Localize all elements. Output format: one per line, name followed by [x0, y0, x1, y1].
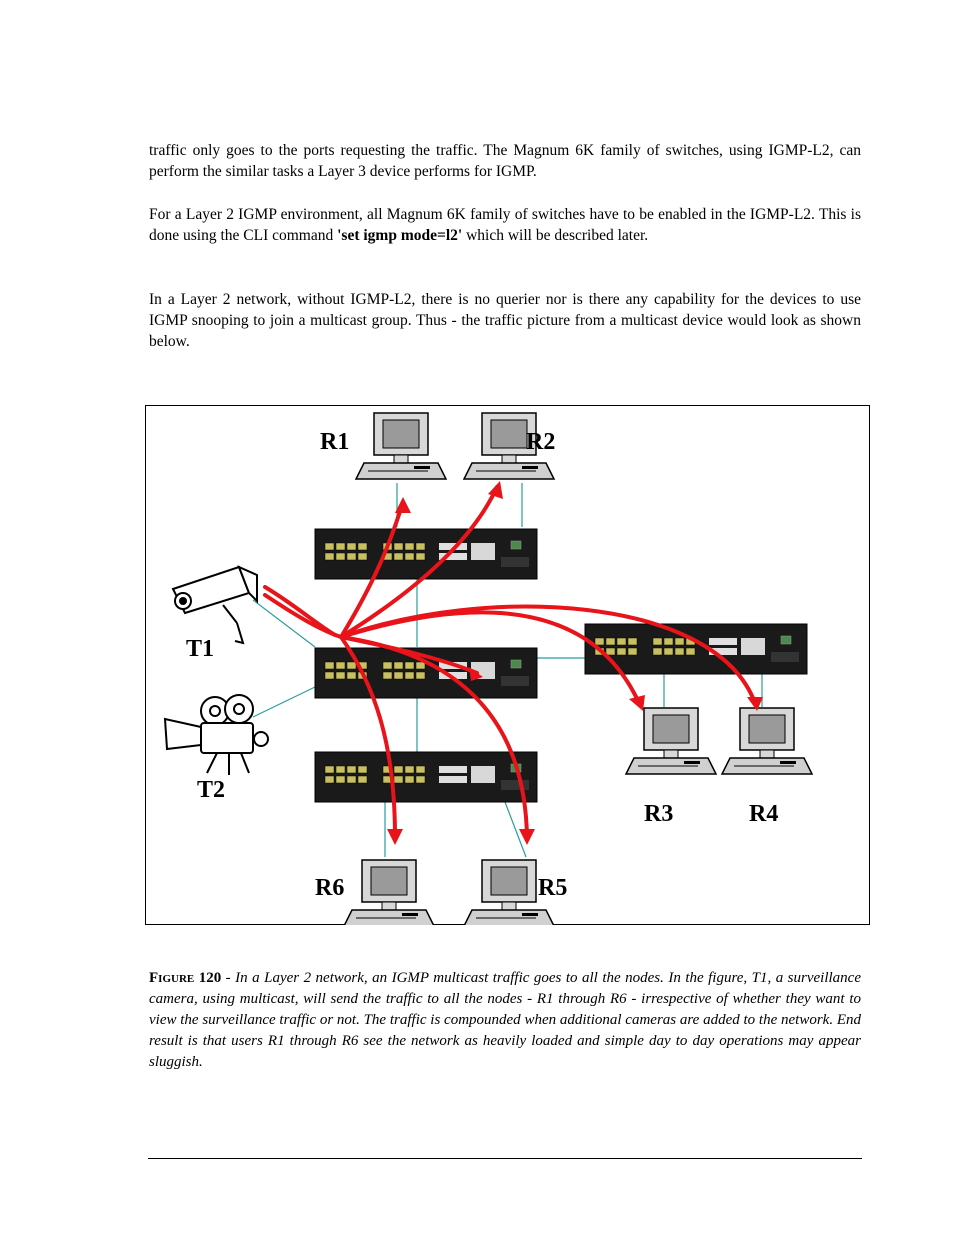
- pc-r1: [356, 413, 446, 479]
- label-r1: R1: [320, 429, 350, 455]
- figure-caption: [149, 968, 861, 1073]
- switch-top: [315, 529, 537, 579]
- label-r4: R4: [749, 801, 779, 827]
- pc-r4: [722, 708, 812, 774]
- label-r6: R6: [315, 875, 345, 901]
- figure-label: Figure 120: [149, 970, 222, 986]
- paragraph-igmp-l2-intro: traffic only goes to the ports requesting the traffic. The Magnum 6K family of switches, using IGMP-L2, can perform the similar tasks a Layer 3 device performs for IGMP.: [149, 142, 861, 180]
- label-t1: T1: [186, 636, 215, 662]
- switch-bottom: [315, 752, 537, 802]
- pc-r6: [344, 860, 434, 925]
- network-diagram: [145, 405, 870, 925]
- label-r5: R5: [538, 875, 568, 901]
- paragraph-layer2-environment: [149, 204, 861, 246]
- paragraph-no-querier: In a Layer 2 network, without IGMP-L2, there is no querier nor is there any capability for the devices to use IGMP snooping to join a multicast group. Thus - the traffic picture from a multicast device would look as shown below.: [149, 291, 861, 350]
- surveillance-camera-icon: [173, 567, 257, 643]
- movie-camera-icon: [165, 695, 268, 775]
- p2-text-before: For a Layer 2 IGMP environment, all Magnum 6K family of switches have to be enabled in the IGMP-L2. This is done using the CLI command: [149, 206, 861, 244]
- caption-separator: -: [221, 970, 236, 986]
- pc-r3: [626, 708, 716, 774]
- cli-command: 'set igmp mode=l2': [337, 227, 463, 244]
- footer-rule: [148, 1158, 862, 1159]
- caption-text: In a Layer 2 network, an IGMP multicast traffic goes to all the nodes. In the figure, T1, a surveillance camera, using multicast, will send the traffic to all the nodes - R1 through R6 - irrespective of whether they want to view the surveillance traffic or not. The traffic is compounded when additional cameras are added to the network. End result is that users R1 through R6 see the network as heavily loaded and simple day to day operations may appear sluggish.: [149, 970, 861, 1070]
- label-t2: T2: [197, 777, 226, 803]
- label-r3: R3: [644, 801, 674, 827]
- p2-text-after: which will be described later.: [462, 227, 649, 244]
- label-r2: R2: [526, 429, 556, 455]
